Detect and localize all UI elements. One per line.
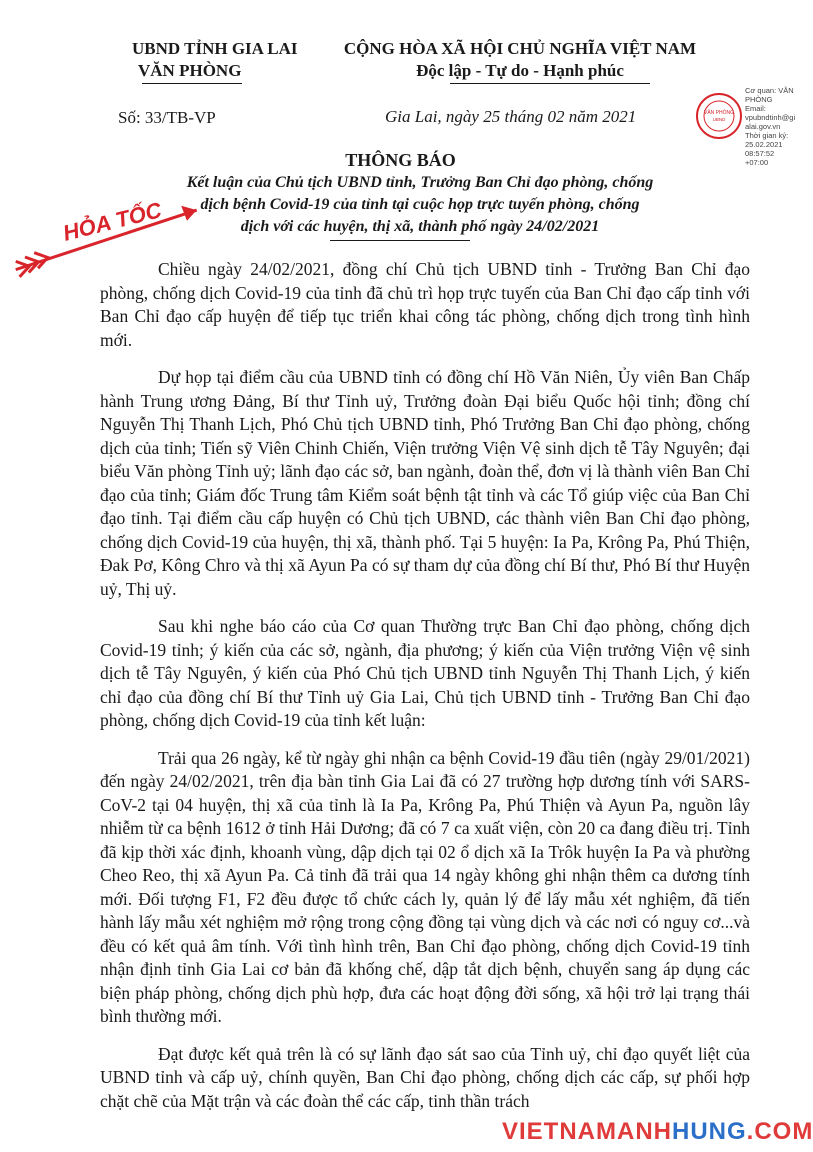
- body-paragraph: Sau khi nghe báo cáo của Cơ quan Thường trực Ban Chỉ đạo phòng, chống dịch Covid-19 tỉnh; ý kiến của các sở, ngành, địa phương; ý kiến của Viện trưởng Viện vệ sinh dịch tễ Tây Nguyên, ý kiến của Phó Chủ tịch UBND tỉnh Nguyễn Thị Thanh Lịch, ý kiến chỉ đạo của đồng chí Bí thư Tỉnh uỷ Gia Lai, Chủ tịch UBND tỉnh - Trưởng Ban Chỉ đạo phòng, chống dịch Covid-19 của tỉnh kết luận:: [100, 616, 750, 730]
- document-subtitle: [120, 172, 720, 238]
- title-underline: [330, 240, 470, 241]
- agency-name: [132, 38, 297, 82]
- document-body: [100, 258, 750, 1127]
- svg-text:UBND: UBND: [712, 117, 726, 122]
- digital-seal: [695, 92, 743, 140]
- signature-line: Email: vpubndtinh@gi alai.gov.vn: [745, 104, 796, 131]
- subtitle-line: Kết luận của Chủ tịch UBND tỉnh, Trưởng Ban Chỉ đạo phòng, chống: [186, 174, 654, 191]
- agency-line1: UBND TỈNH GIA LAI: [132, 39, 298, 58]
- place-date: Gia Lai, ngày 25 tháng 02 năm 2021: [385, 107, 637, 126]
- watermark: [502, 1118, 813, 1146]
- document-title: THÔNG BÁO: [345, 150, 456, 170]
- nation-header: [330, 38, 710, 82]
- nation-underline: [450, 83, 650, 84]
- svg-text:VĂN PHÒNG: VĂN PHÒNG: [703, 110, 735, 116]
- body-paragraph: Trải qua 26 ngày, kể từ ngày ghi nhận ca bệnh Covid-19 đầu tiên (ngày 29/01/2021) đến ngày 24/02/2021, trên địa bàn tỉnh Gia Lai đã có 27 trường hợp dương tính với SARS-CoV-2 tại 04 huyện, thị xã của tỉnh là Ia Pa, Krông Pa, Phú Thiện và Ayun Pa, nguồn lây nhiễm từ ca bệnh 1612 ở tỉnh Hải Dương; đã có 7 ca xuất viện, còn 20 ca đang điều trị. Tỉnh đã kịp thời xác định, khoanh vùng, dập dịch tại 02 ổ dịch xã Ia Trôk huyện Ia Pa và phường Cheo Reo, thị xã Ayun Pa. Cả tỉnh đã trải qua 14 ngày không ghi nhận thêm ca dương tính mới. Đối tượng F1, F2 đều được tổ chức cách ly, quản lý để lấy mẫu xét nghiệm, đã tiến hành lấy mẫu xét nghiệm mở rộng trong cộng đồng tại vùng dịch và các nơi có nguy cơ...và đều có kết quả âm tính. Với tình hình trên, Ban Chỉ đạo phòng, chống dịch Covid-19 tỉnh nhận định tỉnh Gia Lai cơ bản đã khống chế, dập tắt dịch bệnh, chuyển sang áp dụng các biện pháp phòng, chống dịch phù hợp, đưa các hoạt động đời sống, xã hội trở lại trạng thái bình thường mới.: [100, 747, 750, 1026]
- watermark-part1: VIETNAMANH: [502, 1118, 672, 1145]
- body-paragraph: Dự họp tại điểm cầu của UBND tỉnh có đồng chí Hồ Văn Niên, Ủy viên Ban Chấp hành Trung ương Đảng, Bí thư Tỉnh uỷ, Trưởng đoàn Đại biểu Quốc hội tỉnh; đồng chí Nguyễn Thị Thanh Lịch, Phó Chủ tịch UBND tỉnh, Phó Trưởng Ban Chỉ đạo phòng, chống dịch của tỉnh; Tiến sỹ Viên Chinh Chiến, Viện trưởng Viện Vệ sinh dịch tễ Tây Nguyên; đại biểu Văn phòng Tỉnh uỷ; lãnh đạo các sở, ban ngành, đoàn thể, đơn vị là thành viên Ban Chỉ đạo của tỉnh; Giám đốc Trung tâm Kiểm soát bệnh tật tỉnh và các Tổ giúp việc của Ban Chỉ đạo tỉnh. Tại điểm cầu cấp huyện có Chủ tịch UBND, các thành viên Ban Chỉ đạo phòng, chống dịch Covid-19 của huyện, thị xã, thành phố. Tại 5 huyện: Ia Pa, Krông Pa, Phú Thiện, Đak Pơ, Kông Chro và thị xã Ayun Pa có sự tham dự của đồng chí Bí thư, Phó Bí thư Huyện uỷ, Thị uỷ.: [100, 367, 750, 599]
- subtitle-line: dịch với các huyện, thị xã, thành phố ngày 24/02/2021: [240, 218, 600, 235]
- subtitle-line: dịch bệnh Covid-19 của tỉnh tại cuộc họp trực tuyến phòng, chống: [200, 196, 640, 213]
- agency-line2: VĂN PHÒNG: [138, 61, 242, 80]
- body-paragraph: Chiều ngày 24/02/2021, đồng chí Chủ tịch UBND tỉnh - Trưởng Ban Chỉ đạo phòng, chống dịch Covid-19 của tỉnh đã chủ trì họp trực tuyến của Ban Chỉ đạo cấp tỉnh với Ban Chỉ đạo cấp huyện để tiếp tục triển khai công tác phòng, chống dịch trong tình hình mới.: [100, 259, 750, 350]
- agency-underline: [142, 83, 242, 84]
- document-number: Số: 33/TB-VP: [118, 108, 216, 127]
- urgent-stamp-text: HỎA TỐC: [60, 197, 165, 246]
- signature-line: Cơ quan: VĂN PHÒNG: [745, 86, 794, 104]
- nation-line2: Độc lập - Tự do - Hạnh phúc: [416, 61, 624, 80]
- signature-line: +07:00: [745, 158, 769, 167]
- signature-line: 08:57:52: [745, 149, 775, 158]
- nation-line1: CỘNG HÒA XÃ HỘI CHỦ NGHĨA VIỆT NAM: [343, 39, 697, 58]
- signature-line: Thời gian ký: 25.02.2021: [745, 131, 789, 149]
- body-paragraph: Đạt được kết quả trên là có sự lãnh đạo sát sao của Tỉnh uỷ, chỉ đạo quyết liệt của UBND tỉnh và cấp uỷ, chính quyền, Ban Chỉ đạo phòng, chống dịch các cấp, sự phối hợp chặt chẽ của Mặt trận và các đoàn thể các cấp, tinh thần trách: [100, 1043, 750, 1111]
- watermark-part3: .COM: [746, 1118, 813, 1145]
- watermark-part2: HUNG: [672, 1118, 747, 1145]
